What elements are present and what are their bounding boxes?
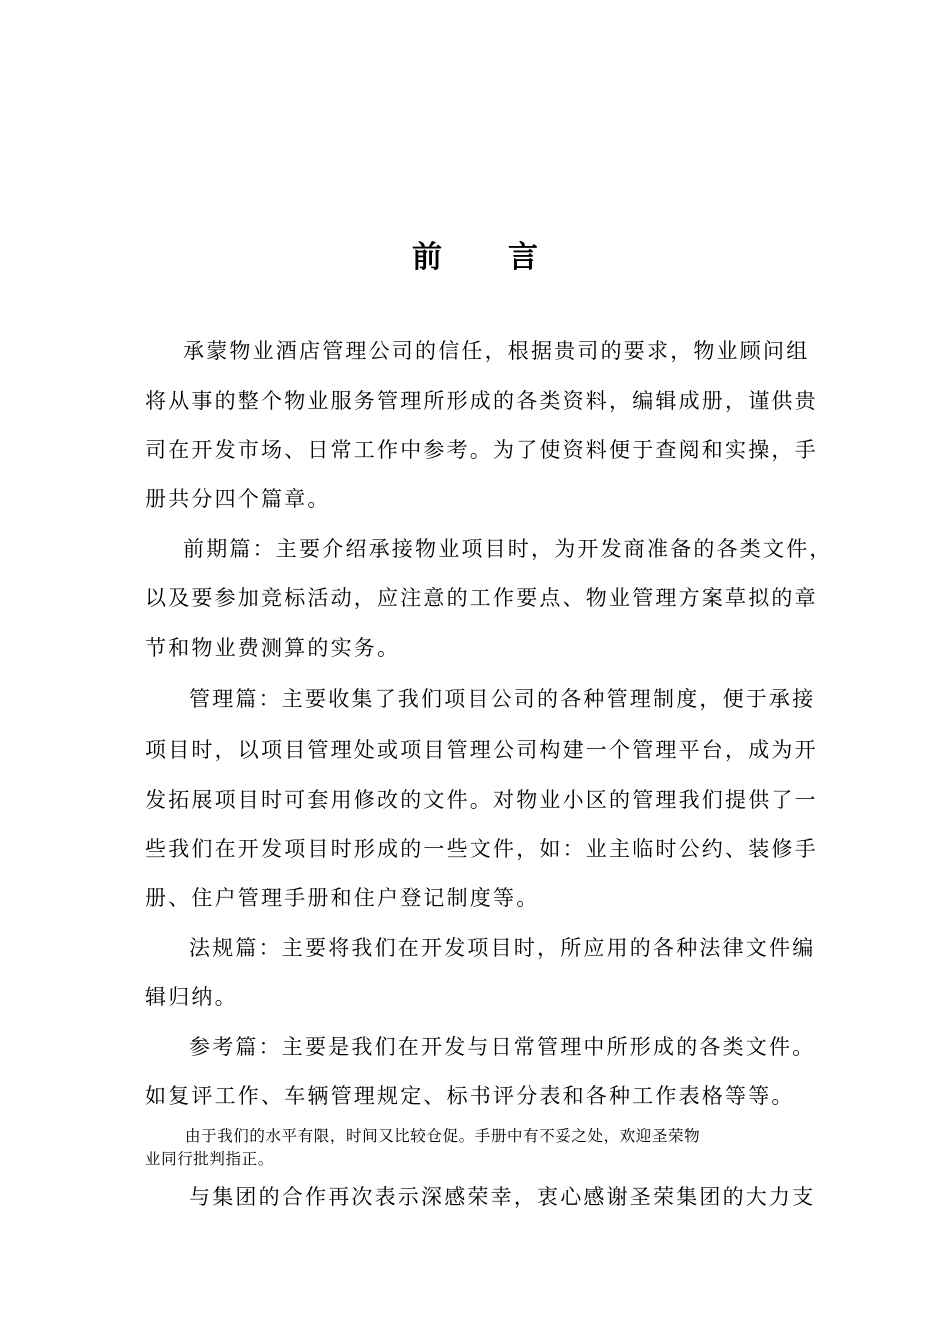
paragraph-3-line-1: 管理篇：主要收集了我们项目公司的各种管理制度，便于承接 bbox=[189, 687, 816, 711]
paragraph-1-line-1: 承蒙物业酒店管理公司的信任，根据贵司的要求，物业顾问组 bbox=[183, 339, 810, 363]
paragraph-4-line-2: 辑归纳。 bbox=[145, 985, 238, 1009]
paragraph-2-line-2: 以及要参加竞标活动，应注意的工作要点、物业管理方案草拟的章 bbox=[145, 586, 818, 610]
paragraph-5-line-1: 参考篇：主要是我们在开发与日常管理中所形成的各类文件。 bbox=[189, 1035, 816, 1059]
paragraph-1-line-2: 将从事的整个物业服务管理所形成的各类资料，编辑成册，谨供贵 bbox=[145, 389, 818, 413]
paragraph-6-line-1: 由于我们的水平有限，时间又比较仓促。手册中有不妥之处，欢迎圣荣物 bbox=[185, 1127, 701, 1145]
paragraph-7-line-1: 与集团的合作再次表示深感荣幸，衷心感谢圣荣集团的大力支 bbox=[189, 1185, 816, 1209]
paragraph-1-line-3: 司在开发市场、日常工作中参考。为了使资料便于查阅和实操，手 bbox=[145, 438, 818, 462]
paragraph-2-line-1: 前期篇：主要介绍承接物业项目时，为开发商准备的各类文件， bbox=[183, 537, 833, 561]
title-char-2: 言 bbox=[508, 240, 538, 275]
paragraph-1-line-4: 册共分四个篇章。 bbox=[145, 487, 331, 511]
paragraph-2-line-3: 节和物业费测算的实务。 bbox=[145, 636, 401, 660]
paragraph-5-line-2: 如复评工作、车辆管理规定、标书评分表和各种工作表格等等。 bbox=[145, 1084, 795, 1108]
title-char-1: 前 bbox=[412, 240, 442, 275]
paragraph-6-line-2: 业同行批判指正。 bbox=[145, 1150, 274, 1168]
paragraph-3-line-2: 项目时，以项目管理处或项目管理公司构建一个管理平台，成为开 bbox=[145, 738, 818, 762]
page-title bbox=[0, 232, 950, 276]
paragraph-3-line-5: 册、住户管理手册和住户登记制度等。 bbox=[145, 886, 540, 910]
paragraph-3-line-3: 发拓展项目时可套用修改的文件。对物业小区的管理我们提供了一 bbox=[145, 788, 818, 812]
paragraph-4-line-1: 法规篇：主要将我们在开发项目时，所应用的各种法律文件编 bbox=[189, 936, 816, 960]
paragraph-3-line-4: 些我们在开发项目时形成的一些文件，如：业主临时公约、装修手 bbox=[145, 837, 818, 861]
